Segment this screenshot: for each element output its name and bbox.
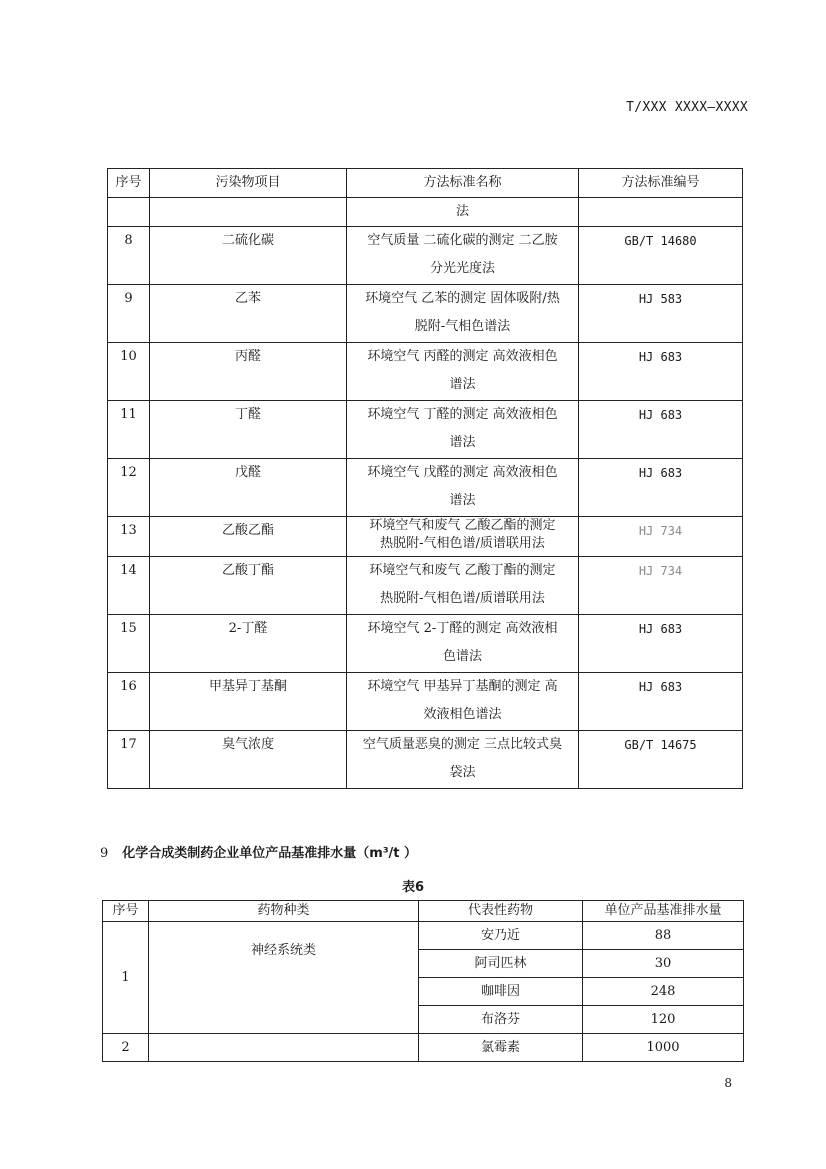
method-code: GB/T 14680 <box>579 227 743 285</box>
method-line-1: 环境空气 2-丁醛的测定 高效液相 <box>367 621 558 636</box>
method-line-1: 空气质量恶臭的测定 三点比较式臭 <box>362 737 563 752</box>
method-cell: 法 <box>347 198 579 227</box>
method-line-1: 环境空气 戊醛的测定 高效液相色 <box>367 465 558 480</box>
method-code: HJ 683 <box>579 615 743 673</box>
table-row <box>108 731 743 789</box>
row-no: 13 <box>108 517 150 557</box>
col-header-volume: 单位产品基准排水量 <box>583 901 744 922</box>
group-no: 2 <box>103 1034 149 1062</box>
row-no: 15 <box>108 615 150 673</box>
table-row <box>108 615 743 673</box>
table-row <box>103 922 744 950</box>
table-row <box>108 401 743 459</box>
row-no: 10 <box>108 343 150 401</box>
method-name <box>347 673 579 731</box>
method-line-2: 袋法 <box>449 765 476 780</box>
method-line-2: 效液相色谱法 <box>423 707 502 722</box>
wastewater-benchmark-table <box>102 900 744 1062</box>
table-row <box>108 227 743 285</box>
drug-value: 120 <box>583 1006 744 1034</box>
drug-name: 安乃近 <box>419 922 583 950</box>
row-no: 11 <box>108 401 150 459</box>
drug-name: 阿司匹林 <box>419 950 583 978</box>
group-category: 神经系统类 <box>149 922 419 1034</box>
method-line-2: 脱附-气相色谱法 <box>414 319 511 334</box>
drug-name: 氯霉素 <box>419 1034 583 1062</box>
table-row-continued <box>108 198 743 227</box>
table-row <box>108 517 743 557</box>
method-standards-table <box>107 168 743 789</box>
col-header-code: 方法标准编号 <box>579 169 743 198</box>
col-header-drug: 代表性药物 <box>419 901 583 922</box>
pollutant-item: 丁醛 <box>150 401 347 459</box>
pollutant-item: 乙苯 <box>150 285 347 343</box>
method-name <box>347 459 579 517</box>
drug-value: 248 <box>583 978 744 1006</box>
method-line-2: 色谱法 <box>442 649 482 664</box>
row-no: 8 <box>108 227 150 285</box>
row-no: 16 <box>108 673 150 731</box>
table-header-row <box>108 169 743 198</box>
method-name <box>347 401 579 459</box>
method-line-2: 谱法 <box>449 435 476 450</box>
method-name <box>347 227 579 285</box>
col-header-method: 方法标准名称 <box>347 169 579 198</box>
table-row <box>108 673 743 731</box>
row-no: 9 <box>108 285 150 343</box>
col-header-no: 序号 <box>108 169 150 198</box>
method-line-2: 热脱附-气相色谱/质谱联用法 <box>380 536 545 551</box>
page-number: 8 <box>724 1076 732 1090</box>
method-line-2: 谱法 <box>449 493 476 508</box>
method-line-1: 环境空气和废气 乙酸丁酯的测定 <box>369 563 556 578</box>
drug-name: 布洛芬 <box>419 1006 583 1034</box>
col-header-item: 污染物项目 <box>150 169 347 198</box>
method-line-2: 分光光度法 <box>429 261 495 276</box>
pollutant-item: 2-丁醛 <box>150 615 347 673</box>
method-line-2: 热脱附-气相色谱/质谱联用法 <box>380 591 545 606</box>
pollutant-item: 丙醛 <box>150 343 347 401</box>
method-line-1: 空气质量 二硫化碳的测定 二乙胺 <box>367 233 558 248</box>
method-name <box>347 285 579 343</box>
method-code: HJ 683 <box>579 673 743 731</box>
method-line-2: 谱法 <box>449 377 476 392</box>
document-code-header: T/XXX XXXX—XXXX <box>626 100 748 115</box>
method-line-1: 环境空气 甲基异丁基酮的测定 高 <box>367 679 558 694</box>
row-no: 17 <box>108 731 150 789</box>
method-code: HJ 683 <box>579 401 743 459</box>
pollutant-item: 臭气浓度 <box>150 731 347 789</box>
pollutant-item: 戊醛 <box>150 459 347 517</box>
method-code: HJ 683 <box>579 343 743 401</box>
pollutant-item: 乙酸乙酯 <box>150 517 347 557</box>
table-row <box>103 1034 744 1062</box>
method-line-1: 环境空气 丁醛的测定 高效液相色 <box>367 407 558 422</box>
pollutant-item: 甲基异丁基酮 <box>150 673 347 731</box>
section-title: 化学合成类制药企业单位产品基准排水量（m³/t ） <box>122 846 418 861</box>
section-heading <box>100 842 417 861</box>
drug-value: 30 <box>583 950 744 978</box>
method-name <box>347 615 579 673</box>
drug-name: 咖啡因 <box>419 978 583 1006</box>
drug-value: 88 <box>583 922 744 950</box>
method-code: GB/T 14675 <box>579 731 743 789</box>
method-code: HJ 683 <box>579 459 743 517</box>
table-row <box>108 557 743 615</box>
method-line-1: 环境空气 丙醛的测定 高效液相色 <box>367 349 558 364</box>
method-code: HJ 734 <box>579 517 743 557</box>
col-header-no: 序号 <box>103 901 149 922</box>
pollutant-item: 乙酸丁酯 <box>150 557 347 615</box>
table-header-row <box>103 901 744 922</box>
method-line-1: 环境空气 乙苯的测定 固体吸附/热 <box>365 291 560 306</box>
section-number: 9 <box>100 846 109 861</box>
method-code: HJ 734 <box>579 557 743 615</box>
group-category <box>149 1034 419 1062</box>
table-row <box>108 459 743 517</box>
table-row <box>108 285 743 343</box>
method-code: HJ 583 <box>579 285 743 343</box>
pollutant-item: 二硫化碳 <box>150 227 347 285</box>
table-caption: 表6 <box>401 880 425 895</box>
method-line-1: 环境空气和废气 乙酸乙酯的测定 <box>369 518 556 533</box>
row-no: 14 <box>108 557 150 615</box>
col-header-category: 药物种类 <box>149 901 419 922</box>
row-no: 12 <box>108 459 150 517</box>
method-name <box>347 557 579 615</box>
group-no: 1 <box>103 922 149 1034</box>
method-name <box>347 731 579 789</box>
drug-value: 1000 <box>583 1034 744 1062</box>
method-name <box>347 517 579 557</box>
table-row <box>108 343 743 401</box>
method-name <box>347 343 579 401</box>
